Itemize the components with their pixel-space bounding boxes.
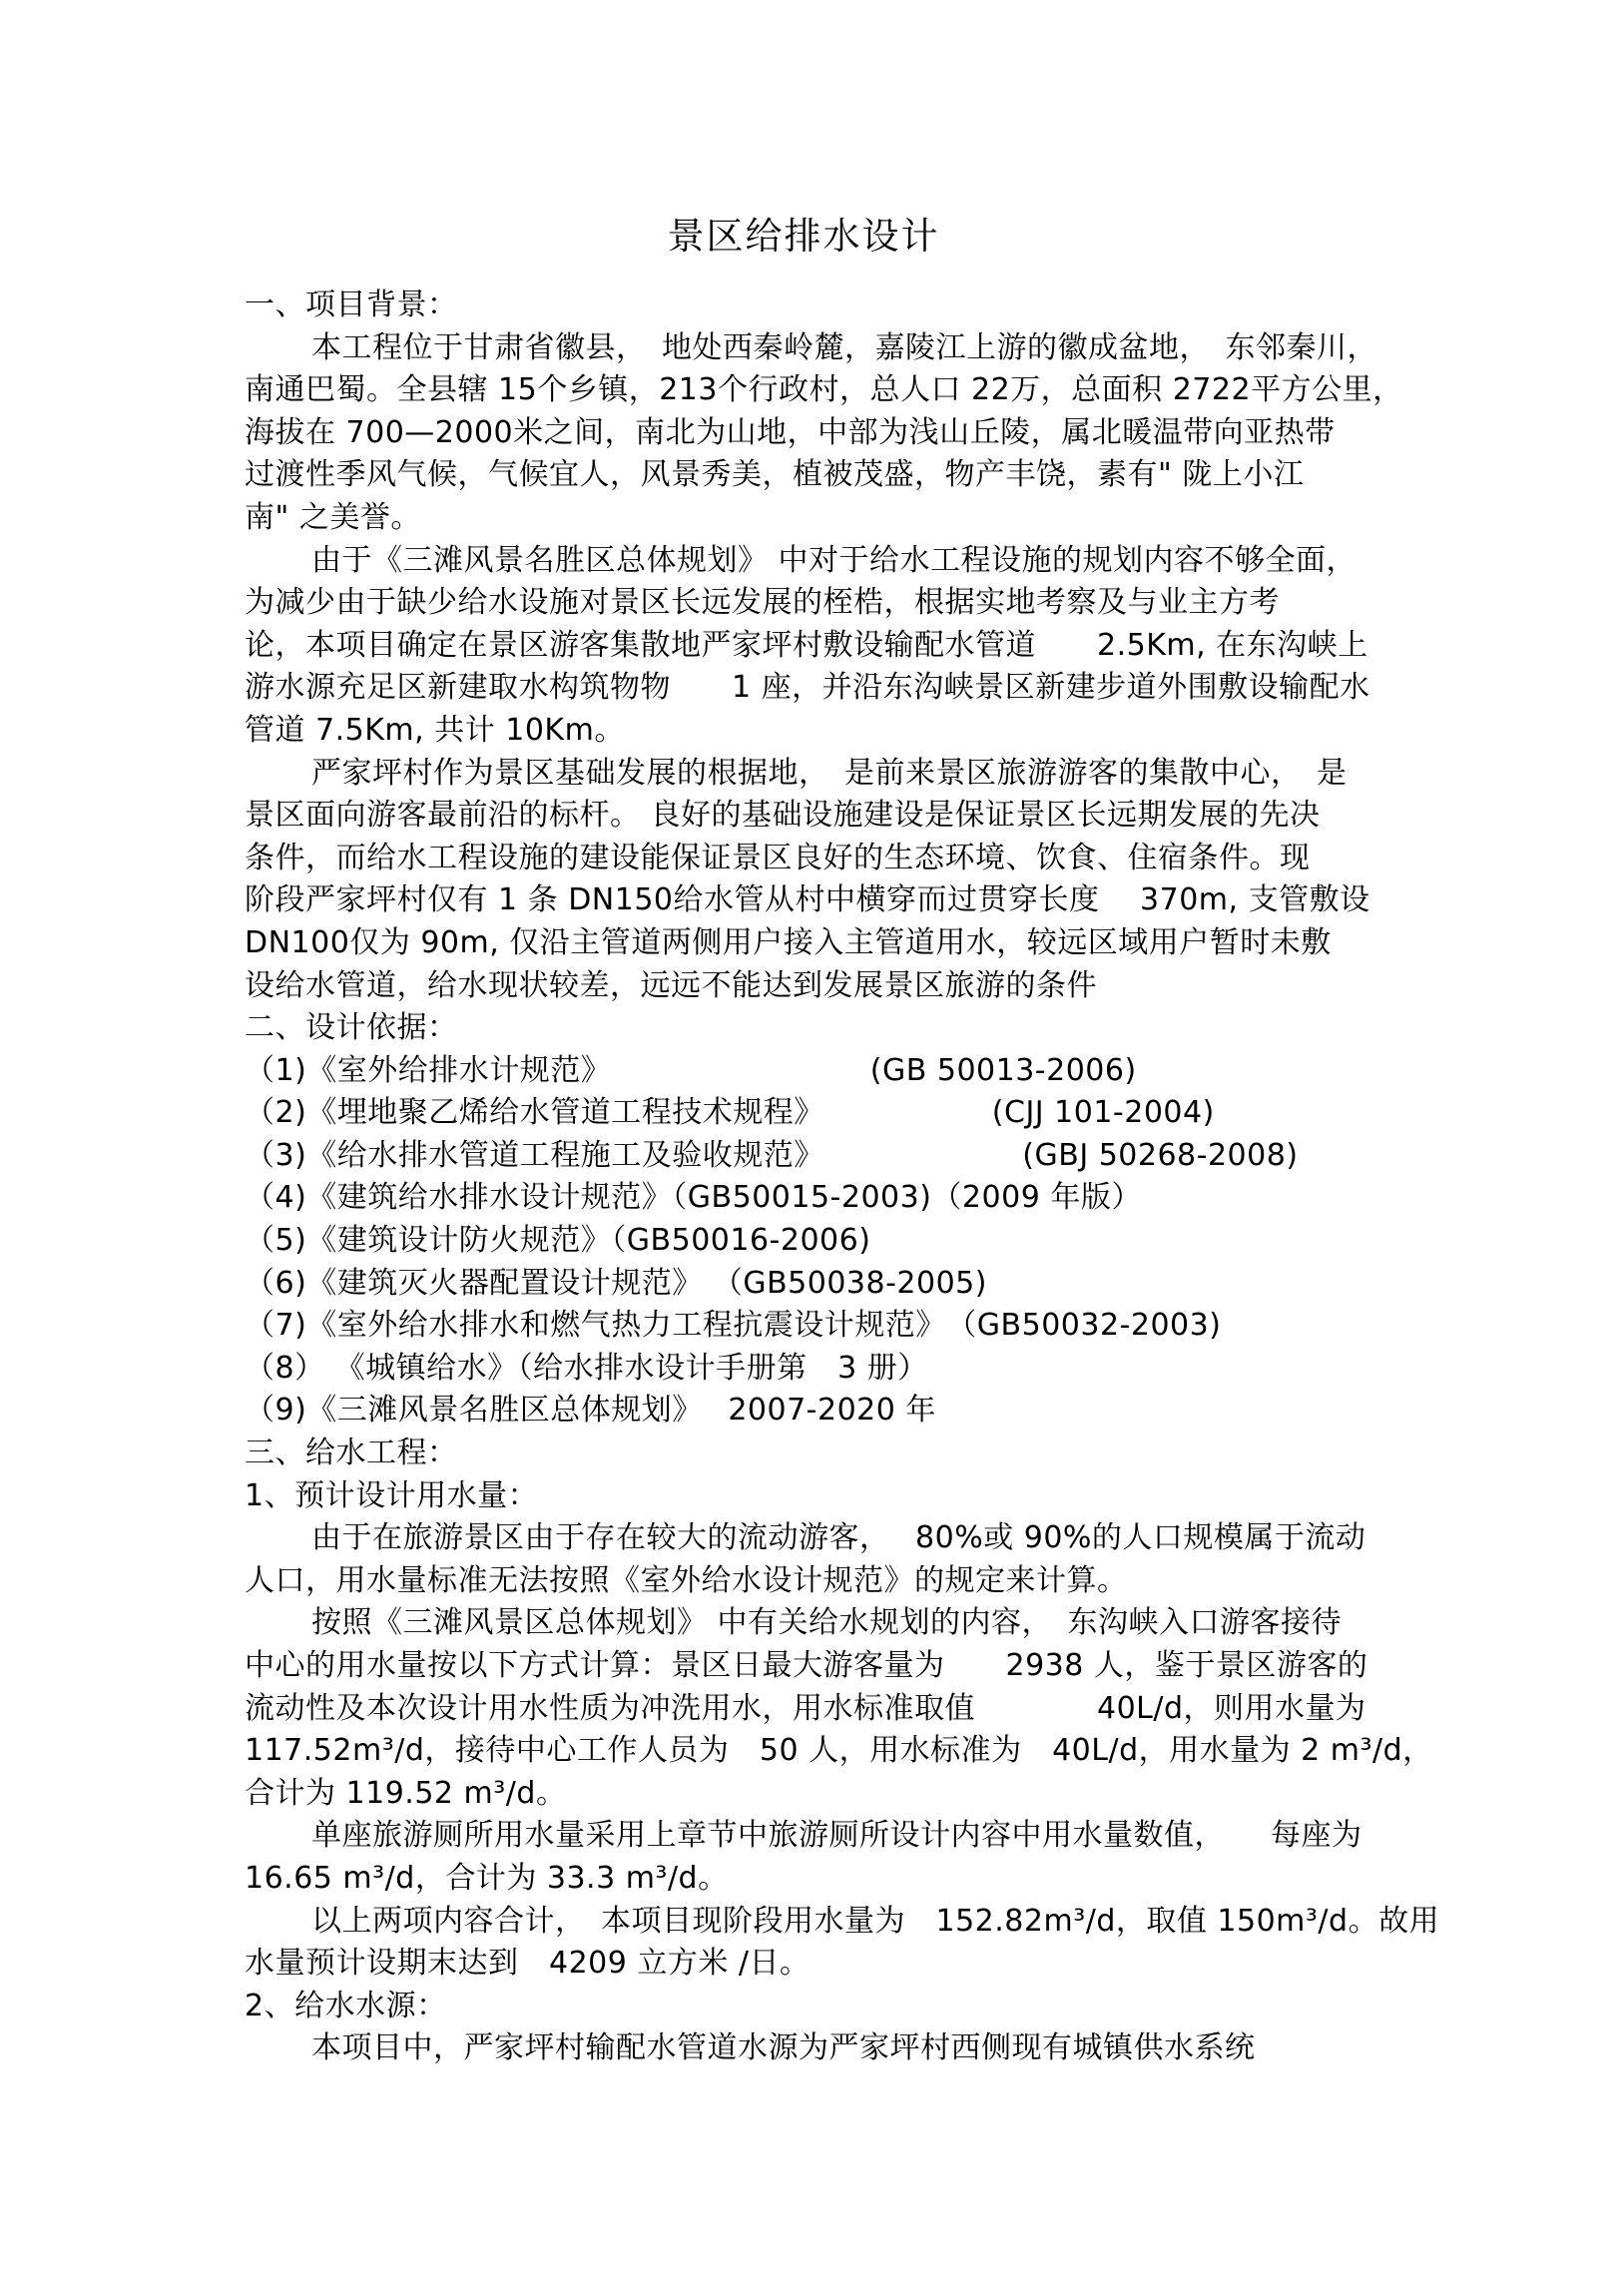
text-line-29: 1、预计设计用水量： [245, 1477, 539, 1513]
text-line-4: 海拔在 700—2000米之间，南北为山地，中部为浅山丘陵，属北暖温带向亚热带 [245, 414, 1336, 450]
text-line-3: 南通巴蜀。全县辖 15个乡镇，213个行政村，总人口 22万，总面积 2722平方公里， [245, 372, 1403, 408]
text-line-31: 人口，用水量标准无法按照《室外给水设计规范》的规定来计算。 [245, 1562, 1128, 1598]
text-line-20: （2)《埋地聚乙烯给水管道工程技术规程》 (CJJ 101-2004) [245, 1095, 1215, 1131]
text-line-36: 合计为 119.52 m³/d。 [245, 1775, 567, 1811]
text-line-35: 117.52m³/d，接待中心工作人员为 50 人，用水标准为 40L/d，用水量为 2 m³/d， [245, 1733, 1433, 1769]
text-line-7: 由于《三滩风景名胜区总体规划》 中对于给水工程设施的规划内容不够全面， [311, 542, 1357, 578]
text-line-8: 为减少由于缺少给水设施对景区长远发展的桎梏，根据实地考察及与业主方考 [245, 585, 1280, 621]
text-line-32: 按照《三滩风景区总体规划》 中有关给水规划的内容， 东沟峡入口游客接待 [311, 1605, 1343, 1641]
text-line-21: （3)《给水排水管道工程施工及验收规范》 (GBJ 50268-2008) [245, 1137, 1299, 1173]
text-line-16: DN100仅为 90m, 仅沿主管道两侧用户接入主管道用水，较远区域用户暂时未敷 [245, 924, 1332, 960]
text-line-28: 三、给水工程： [245, 1435, 458, 1471]
text-line-2: 本工程位于甘肃省徽县， 地处西秦岭麓，嘉陵江上游的徽成盆地， 东邻秦川， [311, 329, 1377, 365]
text-line-34: 流动性及本次设计用水性质为冲洗用水，用水标准取值 40L/d，则用水量为 [245, 1690, 1366, 1726]
text-line-13: 景区面向游客最前沿的标杆。 良好的基础设施建设是保证景区长远期发展的先决 [245, 798, 1321, 834]
text-line-10: 游水源充足区新建取水构筑物物 1 座，并沿东沟峡景区新建步道外围敷设输配水 [245, 670, 1370, 706]
text-line-19: （1)《室外给排水计规范》 (GB 50013-2006) [245, 1052, 1137, 1088]
document-body [245, 285, 1502, 2070]
text-line-23: （5)《建筑设计防火规范》（GB50016-2006) [245, 1223, 871, 1259]
text-line-9: 论，本项目确定在景区游客集散地严家坪村敷设输配水管道 2.5Km, 在东沟峡上 [245, 627, 1368, 663]
text-line-1: 一、项目背景： [245, 287, 458, 322]
text-line-5: 过渡性季风气候，气候宜人，风景秀美，植被茂盛，物产丰饶，素有" 陇上小江 [245, 457, 1305, 493]
text-line-15: 阶段严家坪村仅有 1 条 DN150给水管从村中横穿而过贯穿长度 370m, 支管敷设 [245, 882, 1370, 918]
document-title: 景区给排水设计 [667, 215, 940, 258]
text-line-30: 由于在旅游景区由于存在较大的流动游客， 80%或 90%的人口规模属于流动 [311, 1520, 1366, 1556]
text-line-37: 单座旅游厕所用水量采用上章节中旅游厕所设计内容中用水量数值， 每座为 [311, 1818, 1362, 1854]
text-line-24: （6)《建筑灭火器配置设计规范》 （GB50038-2005) [245, 1265, 987, 1301]
text-line-42: 本项目中，严家坪村输配水管道水源为严家坪村西侧现有城镇供水系统 [311, 2030, 1256, 2066]
text-line-41: 2、给水水源： [245, 1988, 447, 2023]
text-line-22: （4)《建筑给水排水设计规范》（GB50015-2003)（2009 年版） [245, 1180, 1142, 1216]
text-line-25: （7)《室外给水排水和燃气热力工程抗震设计规范》 （GB50032-2003) [245, 1308, 1222, 1344]
text-line-39: 以上两项内容合计， 本项目现阶段用水量为 152.82m³/d，取值 150m³/d。故用 [311, 1903, 1440, 1939]
text-line-12: 严家坪村作为景区基础发展的根据地， 是前来景区旅游游客的集散中心， 是 [311, 755, 1348, 791]
text-line-14: 条件，而给水工程设施的建设能保证景区良好的生态环境、饮食、住宿条件。现 [245, 840, 1311, 875]
text-line-40: 水量预计设期末达到 4209 立方米 /日。 [245, 1946, 811, 1982]
text-line-6: 南" 之美誉。 [245, 499, 421, 535]
text-line-26: （8） 《城镇给水》（给水排水设计手册第 3 册） [245, 1350, 928, 1386]
text-line-38: 16.65 m³/d，合计为 33.3 m³/d。 [245, 1860, 729, 1896]
text-line-11: 管道 7.5Km, 共计 10Km。 [245, 712, 625, 748]
text-line-33: 中心的用水量按以下方式计算：景区日最大游客量为 2938 人，鉴于景区游客的 [245, 1648, 1368, 1683]
text-line-18: 二、设计依据： [245, 1010, 458, 1046]
text-line-17: 设给水管道，给水现状较差，远远不能达到发展景区旅游的条件 [245, 967, 1097, 1003]
text-line-27: （9)《三滩风景名胜区总体规划》 2007-2020 年 [245, 1393, 936, 1429]
